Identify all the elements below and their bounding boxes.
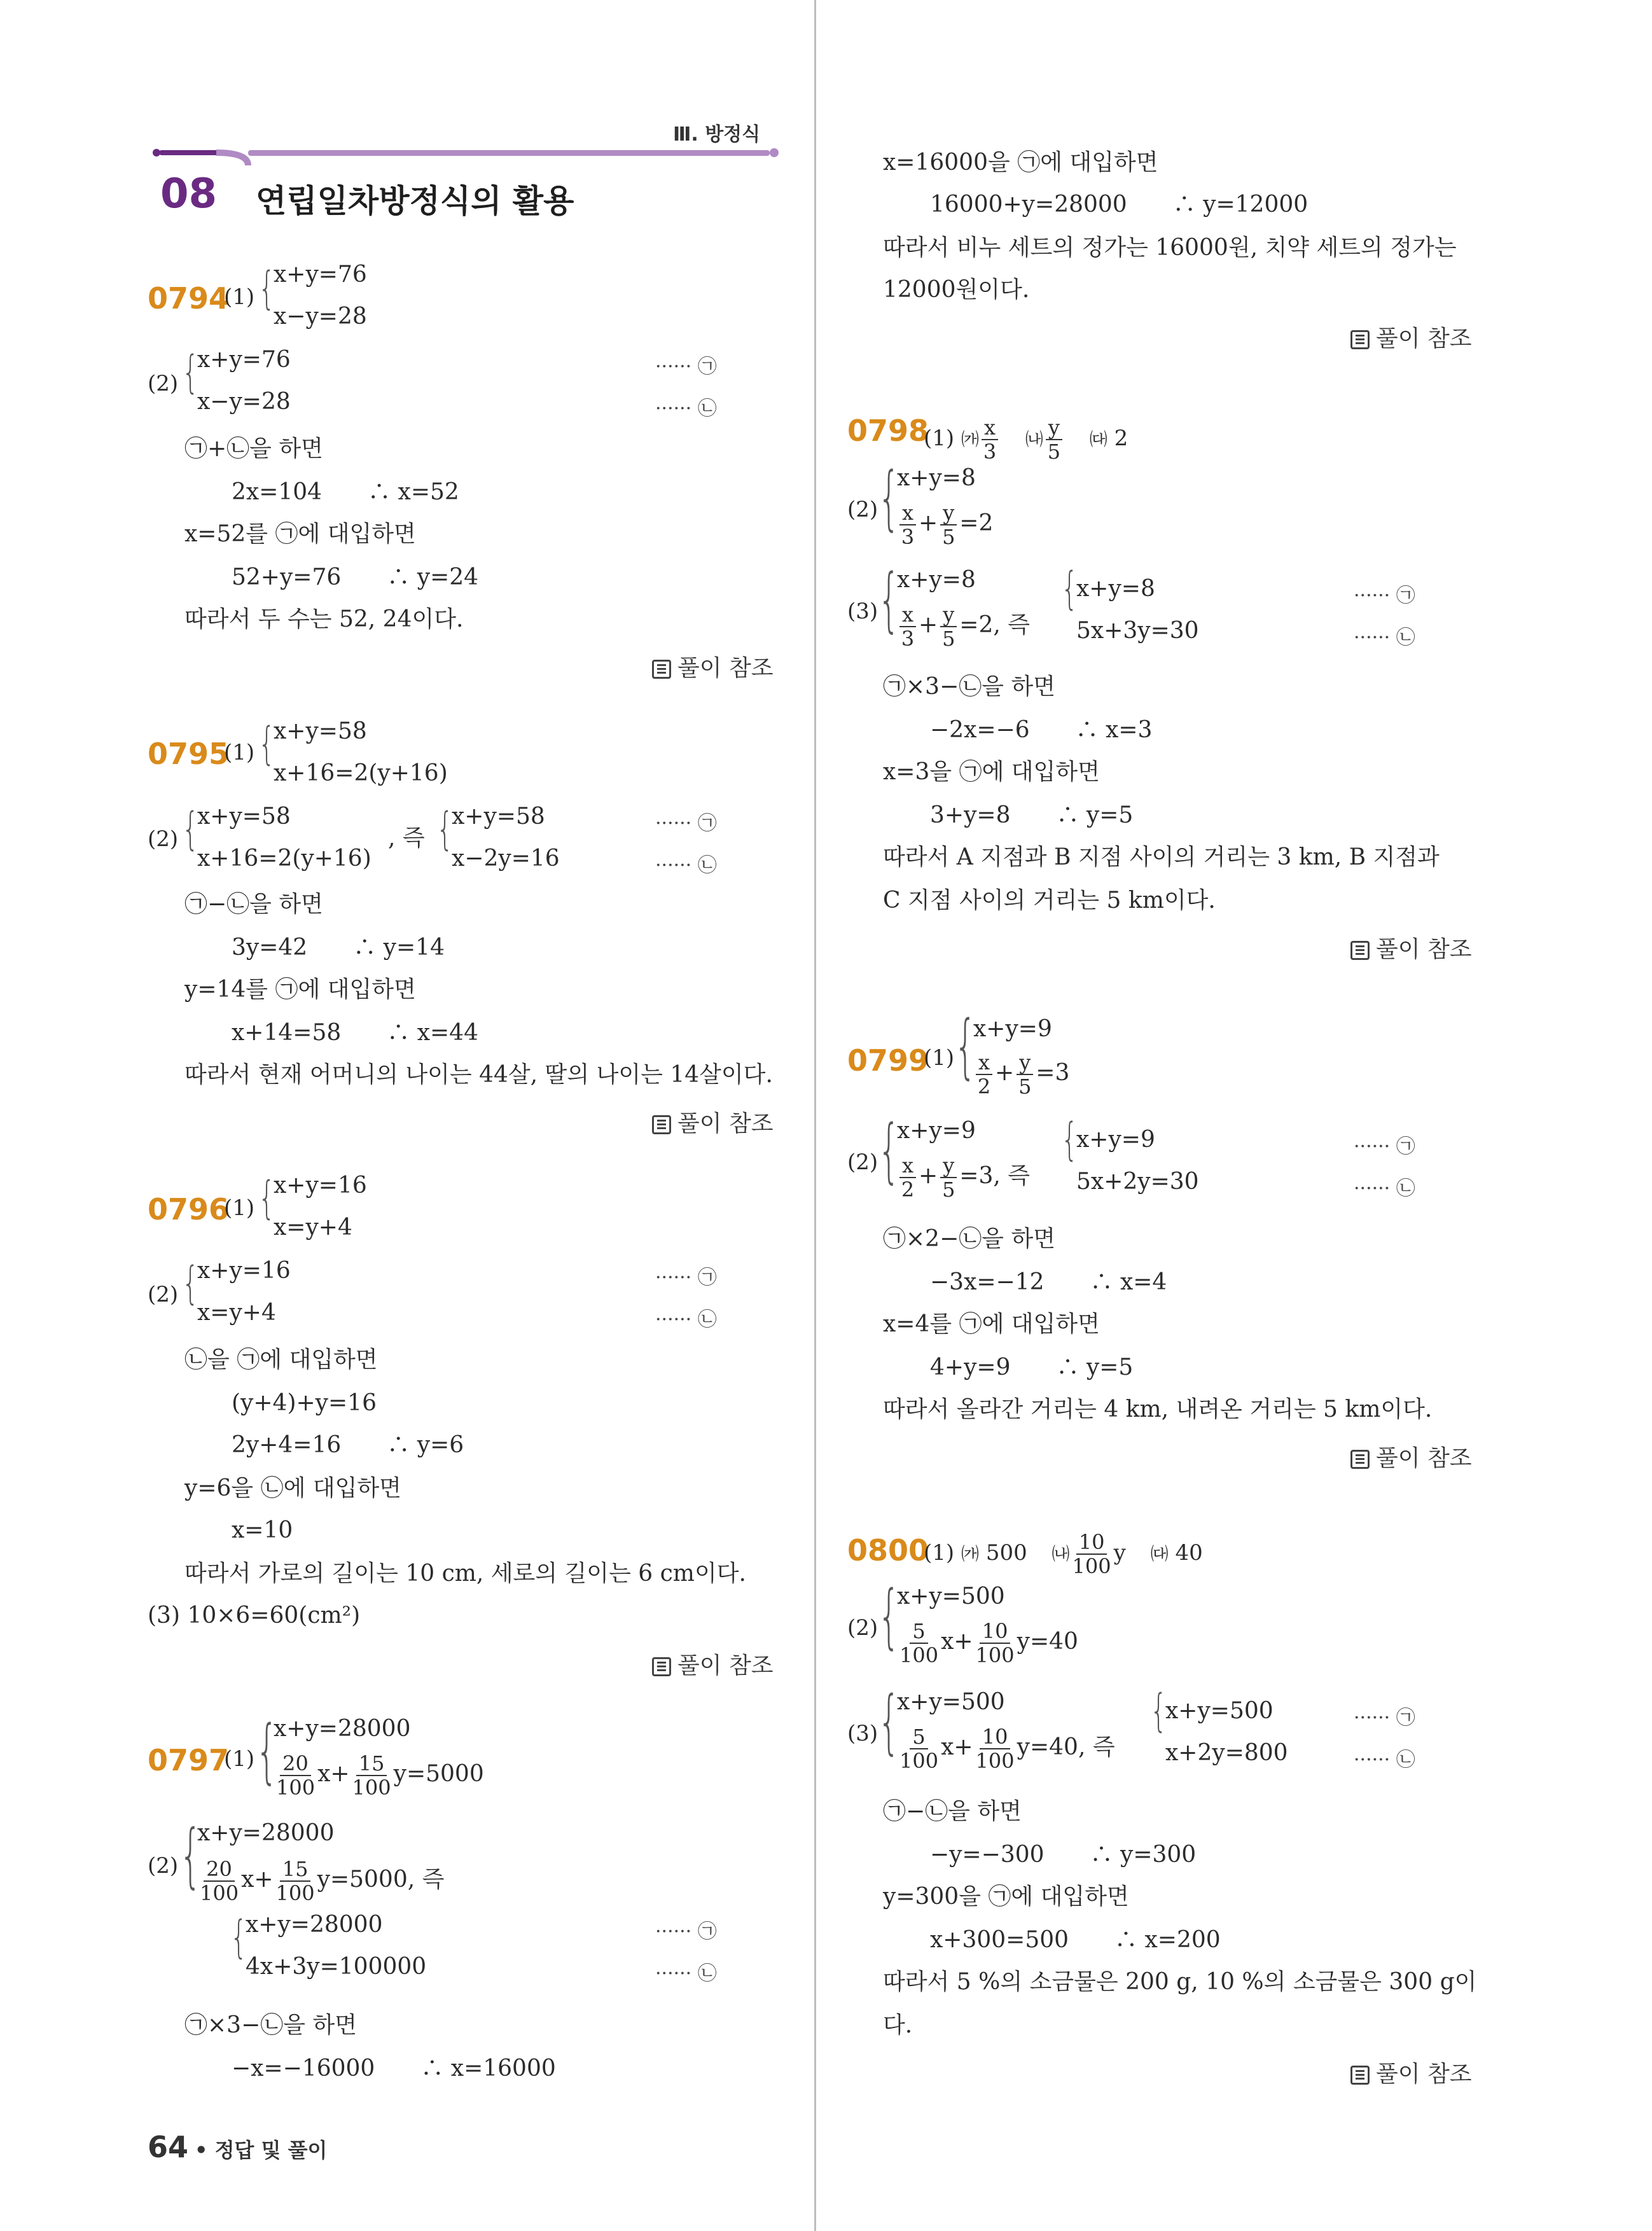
- solution-line: ㉠−㉡을 하면: [883, 1798, 1022, 1824]
- solution-line: −x=−16000 ∴ x=16000: [232, 2055, 556, 2082]
- fraction: $\frac{x}{3}$: [982, 417, 998, 462]
- fraction: $\frac{10}{100}$: [1072, 1530, 1111, 1578]
- equation: x+y=28000: [197, 1820, 335, 1846]
- equation: x+y=76: [197, 347, 291, 373]
- brace: {: [878, 1575, 900, 1657]
- equation: x+16=2(y+16): [197, 845, 371, 872]
- equation: 5x+2y=30: [1076, 1169, 1199, 1195]
- solution-line: 따라서 5 %의 소금물은 200 g, 10 %의 소금물은 300 g이: [883, 1969, 1477, 1995]
- equation: x+y=58: [274, 718, 367, 744]
- marker-a: ······ ㉠: [655, 1921, 717, 1943]
- equation-fraction: $\frac{x}{2}$ + $\frac{y}{5}$ =3: [973, 1052, 1069, 1097]
- equation: x+y=8: [897, 567, 976, 593]
- equation: x+y=8: [897, 465, 976, 491]
- brace: {: [258, 1172, 275, 1224]
- solution-line: 따라서 두 수는 52, 24이다.: [184, 606, 464, 632]
- column-divider: [814, 0, 816, 2231]
- solution-line: x=16000을 ㉠에 대입하면: [883, 149, 1158, 176]
- equation: x+y=9: [1076, 1127, 1155, 1153]
- brace: {: [182, 346, 199, 398]
- brace: {: [878, 559, 900, 640]
- problem-number: 0794: [148, 281, 230, 316]
- fraction: $\frac{10}{100}$: [975, 1619, 1015, 1667]
- solution-line: x=52를 ㉠에 대입하면: [184, 521, 416, 547]
- marker-b: ······ ㉡: [1354, 627, 1415, 649]
- equation: x+y=16: [197, 1258, 291, 1284]
- equation: x=y+4: [274, 1214, 352, 1241]
- solution-line: x=3을 ㉠에 대입하면: [883, 759, 1100, 785]
- connector: , 즉: [388, 825, 425, 851]
- chapter-number: 08: [160, 170, 218, 218]
- fraction: $\frac{5}{100}$: [899, 1725, 939, 1773]
- solution-line: −2x=−6 ∴ x=3: [930, 717, 1153, 743]
- chapter-header-band: [153, 146, 779, 165]
- fraction: $\frac{y}{5}$: [1017, 1052, 1033, 1097]
- brace: {: [954, 1005, 976, 1087]
- part-label: (3): [847, 599, 878, 624]
- marker-a: ······ ㉠: [655, 812, 717, 835]
- solution-line: y=14를 ㉠에 대입하면: [184, 976, 416, 1003]
- equation: x+y=500: [897, 1583, 1005, 1609]
- equation: x+y=76: [274, 261, 367, 288]
- equation: x+2y=800: [1165, 1740, 1288, 1766]
- equation-fraction: $\frac{20}{100}$ x+ $\frac{15}{100}$ y=5000, 즉: [200, 1857, 445, 1905]
- brace: {: [230, 1911, 247, 1963]
- fraction: $\frac{x}{3}$: [899, 503, 916, 547]
- brace: {: [878, 1681, 900, 1762]
- part-label: (2): [847, 1150, 878, 1175]
- equation-fraction: $\frac{x}{3}$ + $\frac{y}{5}$ =2: [897, 503, 993, 547]
- see-solution: 풀이 참조: [652, 1106, 774, 1138]
- solution-line: ㉠+㉡을 하면: [184, 436, 323, 462]
- solution-line: 3+y=8 ∴ y=5: [930, 802, 1134, 828]
- solution-line: 16000+y=28000 ∴ y=12000: [930, 191, 1308, 218]
- fraction: $\frac{y}{5}$: [1046, 417, 1062, 462]
- solution-line: C 지점 사이의 거리는 5 km이다.: [883, 887, 1216, 914]
- see-solution: 풀이 참조: [652, 650, 774, 683]
- brace: {: [256, 1710, 278, 1791]
- solution-line: 따라서 비누 세트의 정가는 16000원, 치약 세트의 정가는: [883, 235, 1457, 261]
- solution-line: x=10: [232, 1517, 293, 1543]
- marker-b: ······ ㉡: [1354, 1178, 1415, 1200]
- part-label: (1): [224, 740, 255, 765]
- see-solution: 풀이 참조: [1350, 931, 1472, 964]
- solution-line: x+300=500 ∴ x=200: [930, 1927, 1221, 1953]
- equation: 5x+3y=30: [1076, 618, 1199, 644]
- brace: {: [258, 262, 275, 314]
- equation-fraction: $\frac{x}{2}$ + $\frac{y}{5}$ =3, 즉: [897, 1155, 1030, 1200]
- brace: {: [878, 1109, 900, 1191]
- fraction: $\frac{20}{100}$: [200, 1857, 239, 1905]
- brace: {: [436, 803, 454, 855]
- solution-line: 52+y=76 ∴ y=24: [232, 564, 479, 590]
- solution-line: 2x=104 ∴ x=52: [232, 479, 459, 505]
- part-label: (1) ㈎ 500 ㈏ $\frac{10}{100}$ y ㈐ 40: [924, 1530, 1203, 1578]
- solution-line: 12000원이다.: [883, 277, 1030, 303]
- problem-number: 0797: [148, 1743, 230, 1777]
- answer-icon: [652, 1657, 671, 1676]
- equation: x+y=500: [897, 1689, 1005, 1715]
- solution-line: 2y+4=16 ∴ y=6: [232, 1432, 464, 1458]
- answer-icon: [1350, 330, 1370, 349]
- solution-line: x+14=58 ∴ x=44: [232, 1020, 478, 1046]
- marker-b: ······ ㉡: [655, 1963, 717, 1985]
- part-label: (1): [224, 284, 255, 310]
- brace: {: [182, 803, 199, 855]
- problem-number: 0796: [148, 1192, 230, 1227]
- solution-line: 따라서 가로의 길이는 10 cm, 세로의 길이는 6 cm이다.: [184, 1560, 746, 1587]
- solution-line: (3) 10×6=60(cm²): [148, 1602, 361, 1629]
- fraction: $\frac{10}{100}$: [975, 1725, 1015, 1773]
- marker-b: ······ ㉡: [655, 398, 717, 420]
- marker-a: ······ ㉠: [1354, 1136, 1415, 1158]
- marker-b: ······ ㉡: [655, 854, 717, 877]
- part-label: (1): [224, 1195, 255, 1221]
- part-label: (2): [148, 826, 179, 852]
- problem-number: 0795: [148, 737, 230, 771]
- see-solution: 풀이 참조: [1350, 321, 1472, 353]
- equation: x+y=8: [1076, 576, 1155, 602]
- equation-fraction: $\frac{x}{3}$ + $\frac{y}{5}$ =2, 즉: [897, 604, 1030, 649]
- part-label: (1): [924, 1045, 955, 1071]
- brace: {: [878, 457, 900, 538]
- see-solution: 풀이 참조: [652, 1648, 774, 1680]
- part-label: (2): [847, 1615, 878, 1641]
- equation: x+y=500: [1165, 1698, 1274, 1724]
- part-label: (2): [847, 497, 878, 522]
- fraction: $\frac{15}{100}$: [275, 1857, 315, 1905]
- fraction: $\frac{x}{2}$: [976, 1052, 992, 1097]
- equation: x−y=28: [274, 303, 367, 330]
- equation-fraction: $\frac{5}{100}$ x+ $\frac{10}{100}$ y=40: [899, 1619, 1078, 1667]
- marker-a: ······ ㉠: [1354, 585, 1415, 607]
- equation: x=y+4: [197, 1300, 276, 1326]
- fraction: $\frac{y}{5}$: [940, 503, 957, 547]
- fraction: $\frac{5}{100}$: [899, 1619, 939, 1667]
- solution-line: 3y=42 ∴ y=14: [232, 935, 445, 961]
- equation: x+y=58: [197, 803, 291, 830]
- part-label: (1): [224, 1746, 255, 1772]
- answer-icon: [652, 660, 671, 679]
- page-number: 64: [148, 2130, 189, 2164]
- part-label: (2): [148, 371, 179, 396]
- equation: x−2y=16: [452, 845, 560, 872]
- solution-line: y=300을 ㉠에 대입하면: [883, 1884, 1129, 1910]
- equation: 4x+3y=100000: [246, 1954, 427, 1980]
- solution-line: 따라서 올라간 거리는 4 km, 내려온 거리는 5 km이다.: [883, 1396, 1433, 1422]
- section-label: Ⅲ. 방정식: [673, 123, 761, 146]
- brace: {: [1061, 562, 1078, 615]
- marker-b: ······ ㉡: [655, 1309, 717, 1331]
- brace: {: [182, 1257, 199, 1309]
- fraction: $\frac{20}{100}$: [276, 1751, 316, 1800]
- solution-line: 따라서 A 지점과 B 지점 사이의 거리는 3 km, B 지점과: [883, 844, 1440, 870]
- part-label: (2): [148, 1282, 179, 1307]
- equation: x+y=9: [897, 1118, 976, 1144]
- solution-line: ㉠−㉡을 하면: [184, 891, 323, 917]
- fraction: $\frac{x}{3}$: [899, 604, 916, 649]
- solution-line: y=6을 ㉡에 대입하면: [184, 1475, 401, 1501]
- problem-number: 0799: [847, 1043, 929, 1078]
- equation: x+16=2(y+16): [274, 760, 448, 786]
- equation: x+y=58: [452, 803, 545, 830]
- fraction: $\frac{y}{5}$: [940, 604, 957, 649]
- equation: x+y=16: [274, 1172, 367, 1199]
- page-footer: [148, 2130, 327, 2164]
- fraction: $\frac{y}{5}$: [940, 1155, 957, 1200]
- solution-line: ㉡을 ㉠에 대입하면: [184, 1347, 378, 1373]
- answer-icon: [1350, 2066, 1370, 2085]
- solution-line: −3x=−12 ∴ x=4: [930, 1269, 1167, 1295]
- part-label: (1) ㈎ $\frac{x}{3}$ ㈏ $\frac{y}{5}$ ㈐ 2: [924, 415, 1128, 464]
- fraction: $\frac{15}{100}$: [352, 1751, 391, 1800]
- equation: x+y=9: [973, 1016, 1052, 1042]
- fraction: $\frac{x}{2}$: [899, 1155, 916, 1200]
- marker-a: ······ ㉠: [655, 1267, 717, 1289]
- brace: {: [1150, 1685, 1167, 1737]
- solution-line: −y=−300 ∴ y=300: [930, 1842, 1197, 1868]
- solution-line: 4+y=9 ∴ y=5: [930, 1354, 1134, 1380]
- see-solution: 풀이 참조: [1350, 2056, 1472, 2089]
- solution-line: (y+4)+y=16: [232, 1390, 377, 1416]
- part-label: (2): [148, 1853, 179, 1879]
- problem-number: 0798: [847, 414, 929, 448]
- marker-a: ······ ㉠: [1354, 1707, 1415, 1729]
- solution-line: ㉠×3−㉡을 하면: [184, 2012, 357, 2038]
- problem-number: 0800: [847, 1533, 929, 1567]
- marker-a: ······ ㉠: [655, 356, 717, 378]
- brace: {: [179, 1814, 202, 1896]
- equation-fraction: $\frac{20}{100}$ x+ $\frac{15}{100}$ y=5000: [276, 1751, 484, 1800]
- part-label: (3): [847, 1721, 878, 1746]
- equation: x+y=28000: [274, 1716, 411, 1742]
- marker-b: ······ ㉡: [1354, 1749, 1415, 1771]
- solution-line: 따라서 현재 어머니의 나이는 44살, 딸의 나이는 14살이다.: [184, 1062, 773, 1088]
- chapter-title: 연립일차방정식의 활용: [256, 183, 574, 219]
- equation: x+y=28000: [246, 1912, 383, 1938]
- solution-line: ㉠×3−㉡을 하면: [883, 674, 1056, 700]
- brace: {: [258, 718, 275, 770]
- answer-icon: [1350, 941, 1370, 960]
- see-solution: 풀이 참조: [1350, 1440, 1472, 1473]
- answer-icon: [1350, 1450, 1370, 1469]
- solution-line: x=4를 ㉠에 대입하면: [883, 1311, 1100, 1337]
- brace: {: [1061, 1113, 1078, 1165]
- answer-icon: [652, 1115, 671, 1134]
- solution-line: ㉠×2−㉡을 하면: [883, 1226, 1056, 1252]
- equation: x−y=28: [197, 389, 291, 415]
- solution-line: 다.: [883, 2012, 913, 2038]
- footer-label: • 정답 및 풀이: [195, 2138, 328, 2162]
- equation-fraction: $\frac{5}{100}$ x+ $\frac{10}{100}$ y=40, 즉: [899, 1725, 1115, 1773]
